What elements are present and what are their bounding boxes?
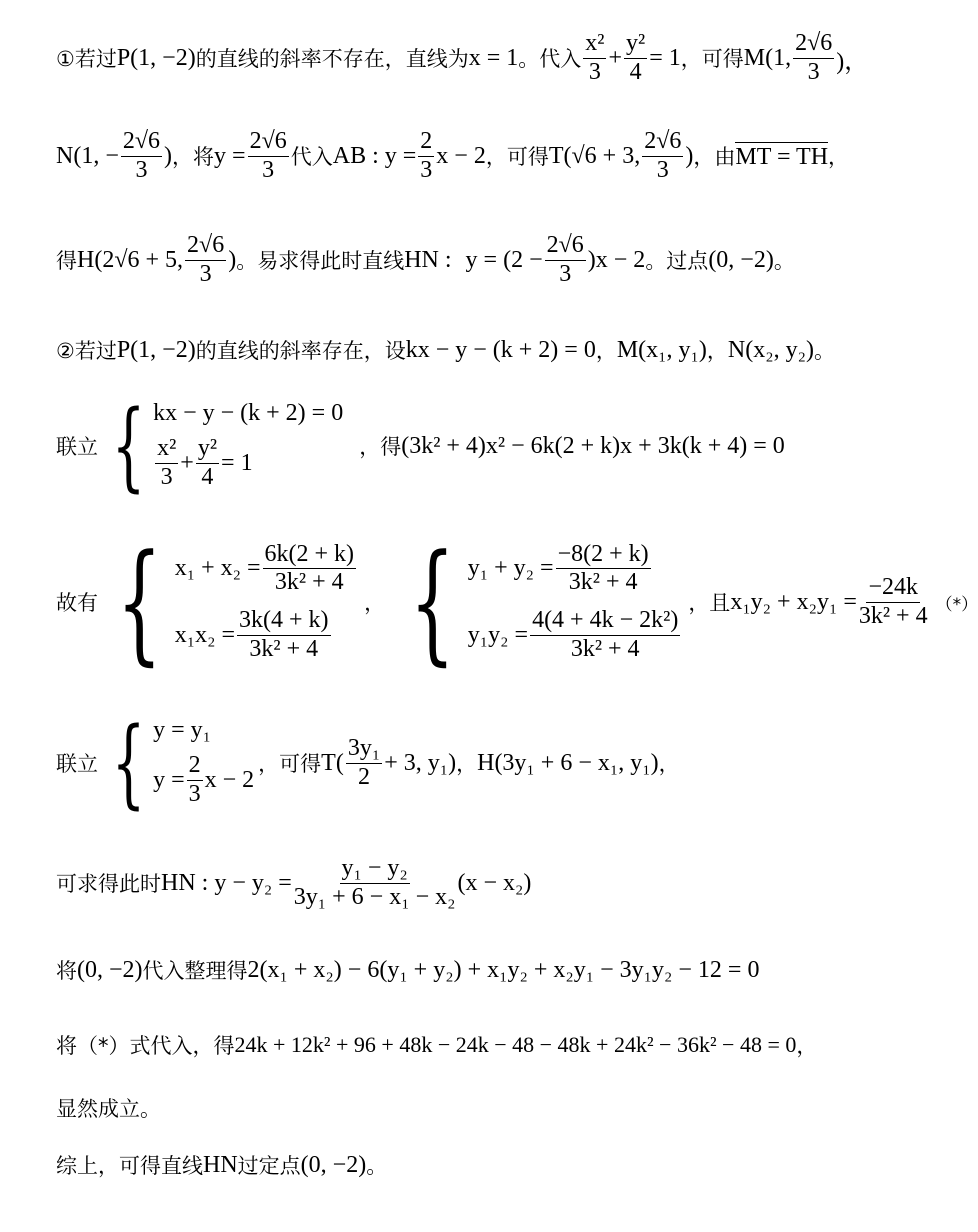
- text: 。过点: [645, 249, 709, 274]
- text: 故有: [56, 591, 98, 615]
- text: 。易求得此时直线: [236, 249, 405, 274]
- equation-system: { x₁ + x₂ = $\frac{6k(2 + k)}{\text{3k² + 4}}$ x₁x₂ = $\frac{3k(4 + k)}{\text{3k² + 4}}$: [116, 526, 355, 678]
- text: 的直线的斜率不存在，直线为: [195, 47, 469, 72]
- text: 。: [813, 339, 835, 363]
- text: ，: [364, 591, 386, 615]
- math: kx − y − (k + 2) = 0: [153, 400, 344, 427]
- text: ，: [595, 339, 617, 363]
- vector-equation: MT = TH: [735, 143, 829, 170]
- math: ): [228, 246, 237, 273]
- math: M(1,: [743, 44, 792, 71]
- math: y = y₁: [153, 717, 211, 744]
- fraction: $\frac{\text{y₁ − y₂}}{\text{3y₁ + 6 − x₁ − x₂}}$: [293, 855, 456, 910]
- math: N(x₂, y₂): [727, 336, 814, 363]
- fraction: $\frac{2√6}{3}$: [122, 128, 161, 183]
- fraction: $\frac{2}{3}$: [420, 128, 433, 183]
- line-10: [56, 1030, 817, 1060]
- math: HN : y − y₂ =: [161, 869, 292, 896]
- math: M(x₁, y₁): [616, 336, 707, 363]
- text: 。: [773, 249, 795, 274]
- text: 代入: [290, 145, 333, 170]
- fraction: $\frac{\text{x²}}{3}$: [157, 435, 177, 490]
- line-1: [56, 30, 868, 86]
- text: （*）: [935, 594, 978, 615]
- fraction: $\frac{6k(2 + k)}{\text{3k² + 4}}$: [264, 540, 355, 596]
- line-3: [56, 232, 795, 288]
- text: 的直线的斜率存在，设: [195, 339, 406, 363]
- math: kx − y − (k + 2) = 0: [405, 336, 596, 363]
- math: AB : y =: [332, 142, 417, 169]
- text: 联立: [56, 435, 98, 459]
- text: 联立: [56, 752, 98, 776]
- math: H(2√6 + 5,: [77, 246, 184, 273]
- math: T(: [321, 749, 344, 776]
- equation-system: { kx − y − (k + 2) = 0 $\frac{\text{x²}}{3}$ + $\frac{\text{y²}}{4}$ = 1: [111, 390, 344, 502]
- math: (0, −2): [708, 246, 774, 273]
- line-5: [56, 390, 785, 502]
- math: P(1, −2): [116, 44, 196, 71]
- math: + 3, y₁): [384, 749, 457, 776]
- fraction: $\frac{\text{x²}}{3}$: [585, 30, 605, 85]
- math: H(3y₁ + 6 − x₁, y₁): [477, 749, 659, 776]
- math: x − 2: [436, 142, 486, 169]
- line-7: [56, 707, 680, 819]
- math: HN: [203, 1151, 238, 1178]
- math: (0, −2): [300, 1151, 367, 1178]
- line-11: [56, 1093, 161, 1123]
- fraction: $\frac{\text{y²}}{4}$: [626, 30, 646, 85]
- math: )x − 2: [587, 246, 646, 273]
- text: ，且: [688, 591, 731, 615]
- fraction: $\frac{2√6}{3}$: [187, 232, 225, 287]
- math: (3k² + 4)x² − 6k(2 + k)x + 3k(k + 4) = 0: [401, 432, 785, 459]
- math: N(1, −: [56, 142, 119, 169]
- text: 。代入: [518, 47, 582, 72]
- text: 可求得此时: [56, 872, 161, 897]
- text: ，: [706, 339, 728, 363]
- math: 24k + 12k² + 96 + 48k − 24k − 48 − 48k + 24k² − 36k² − 48 = 0: [234, 1032, 797, 1057]
- text: ②若过: [56, 339, 117, 363]
- fraction: $\frac{-24k}{\text{3k² + 4}}$: [858, 573, 928, 629]
- math: 2(x₁ + x₂) − 6(y₁ + y₂) + x₁y₂ + x₂y₁ − 3y₁y₂ − 12 = 0: [247, 956, 760, 983]
- text: ，将: [172, 145, 215, 170]
- math: x₁y₂ + x₂y₁ =: [730, 588, 857, 615]
- text: 综上，可得直线: [56, 1154, 203, 1178]
- line-2: [56, 128, 849, 184]
- math: ): [164, 142, 173, 169]
- fraction: $\frac{3k(4 + k)}{\text{3k² + 4}}$: [239, 607, 329, 662]
- text: ，可得: [258, 752, 322, 776]
- equation-system: { y = y₁ y = $\frac{2}{3}$ x − 2: [111, 707, 255, 819]
- math: x = 1: [468, 44, 519, 71]
- fraction: $\frac{-8(2 + k)}{\text{3k² + 4}}$: [557, 540, 649, 596]
- fraction: $\frac{2√6}{3}$: [546, 232, 584, 287]
- text: 。: [366, 1154, 388, 1178]
- math: y = (2 −: [465, 246, 543, 273]
- math: HN :: [404, 246, 452, 273]
- text: ，得: [359, 435, 402, 459]
- math: = 1: [649, 44, 681, 71]
- text: ，: [658, 752, 680, 776]
- text: 代入整理得: [142, 959, 248, 983]
- line-12: [56, 1150, 387, 1180]
- math: ): [685, 142, 694, 169]
- left-brace: {: [111, 390, 146, 502]
- text: ，: [796, 1034, 818, 1058]
- text: 将: [56, 959, 77, 983]
- text: 过定点: [237, 1154, 301, 1178]
- text: ①若过: [56, 47, 117, 72]
- fraction: $\frac{\text{y²}}{4}$: [197, 435, 218, 490]
- text: ，: [828, 145, 850, 170]
- equation-system: { y₁ + y₂ = $\frac{-8(2 + k)}{\text{3k² + 4}}$ y₁y₂ = $\frac{\text{4(4 + 4k − 2k²)}}{\text{3k² + 4}}$: [409, 526, 679, 678]
- math: P(1, −2): [116, 336, 196, 363]
- fraction: $\frac{\text{4(4 + 4k − 2k²)}}{\text{3k² + 4}}$: [532, 607, 679, 662]
- math: (0, −2): [77, 956, 143, 983]
- text: 显然成立。: [56, 1097, 161, 1121]
- text: 得: [56, 249, 77, 274]
- math: = 1: [221, 450, 253, 476]
- text: 将（*）式代入，得: [56, 1034, 235, 1058]
- text: ，由: [693, 145, 736, 170]
- left-brace: {: [116, 526, 163, 678]
- text: ，可得: [680, 47, 744, 72]
- math: y =: [214, 142, 246, 169]
- fraction: $\frac{2√6}{3}$: [644, 128, 682, 183]
- fraction: $\frac{2}{3}$: [188, 752, 201, 807]
- line-6: [56, 526, 978, 678]
- fraction: $\frac{\text{3y₁}}{2}$: [347, 734, 381, 790]
- left-brace: {: [409, 526, 456, 678]
- math: (x − x₂): [457, 869, 532, 896]
- math: )，: [836, 48, 869, 75]
- text: ，: [456, 752, 478, 776]
- left-brace: {: [111, 707, 146, 819]
- line-8: [56, 855, 531, 911]
- text: ，可得: [485, 145, 549, 170]
- fraction: $\frac{2√6}{3}$: [795, 30, 833, 85]
- math: T(√6 + 3,: [548, 142, 641, 169]
- math: +: [608, 44, 622, 71]
- line-9: [56, 955, 759, 985]
- line-4: [56, 335, 835, 365]
- fraction: $\frac{2√6}{3}$: [249, 128, 287, 183]
